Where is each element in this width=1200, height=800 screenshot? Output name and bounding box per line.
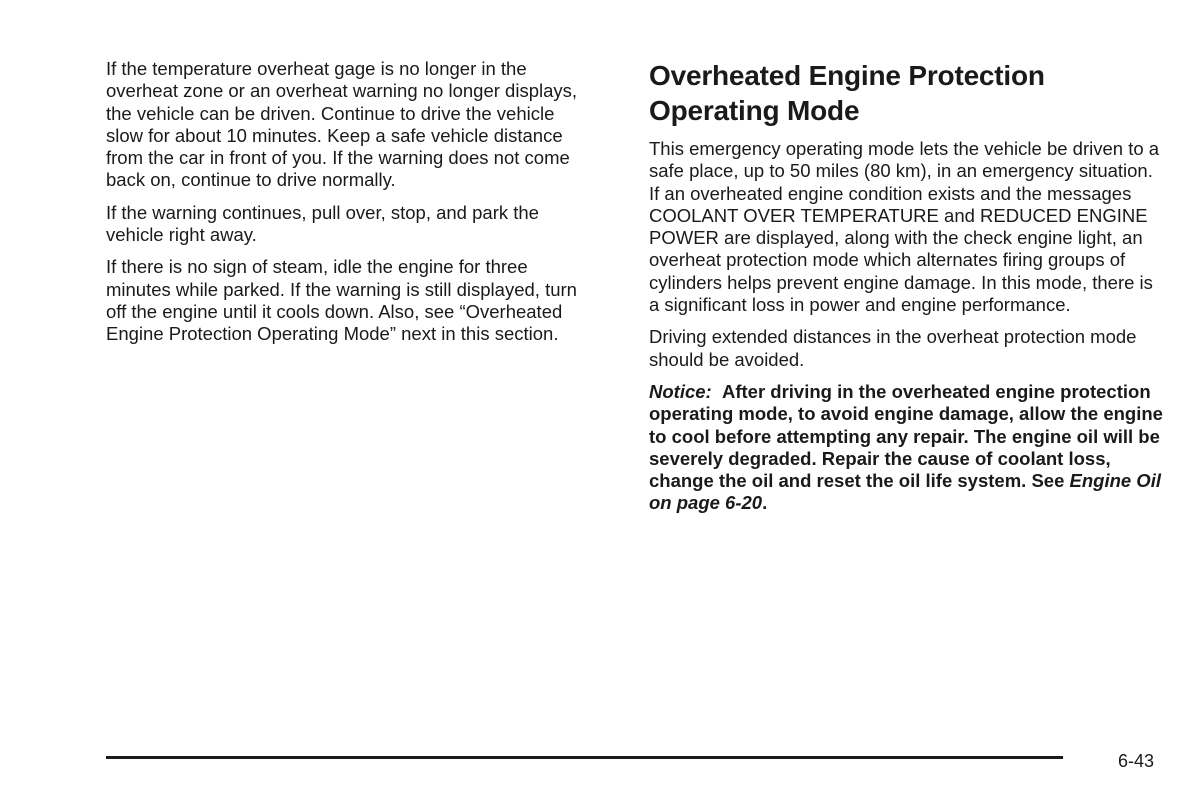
notice-end: . [762, 492, 768, 514]
footer-rule [106, 756, 1063, 759]
notice-label: Notice: [649, 380, 712, 402]
left-column [106, 58, 596, 356]
notice-text: After driving in the overheated engine protection operating mode, to avoid engine damage, allow the engine to cool before attempting any repair. The engine oil will be severely degraded. Repair the cause of coolant loss, change the oil and reset the oil life system. See [649, 380, 1163, 492]
paragraph-avoid-extended-driving: Driving extended distances in the overheat protection mode should be avoided. [649, 326, 1137, 370]
right-column [649, 58, 1164, 515]
section-heading: Overheated Engine Protection Operating Mode [649, 60, 1045, 126]
paragraph-emergency-mode: This emergency operating mode lets the vehicle be driven to a safe place, up to 50 miles (80 km), in an emergency situation. If an overheated engine condition exists and the messages COOLANT OVER TEMPERATURE and REDUCED ENGINE POWER are displayed, along with the check engine light, an overheat protection mode which alternates firing groups of cylinders helps prevent engine damage. In this mode, there is a significant loss in power and engine performance. [649, 138, 1160, 316]
page-number: 6-43 [1118, 751, 1155, 771]
paragraph-gage-no-longer-overheat: If the temperature overheat gage is no longer in the overheat zone or an overheat warning no longer displays, the vehicle can be driven. Continue to drive the vehicle slow for about 10 minutes. Keep a safe vehicle distance from the car in front of you. If the warning does not come back on, continue to drive normally. [106, 58, 578, 191]
paragraph-warning-continues: If the warning continues, pull over, stop, and park the vehicle right away. [106, 201, 539, 246]
notice-block [649, 381, 1164, 515]
engine-oil-reference-link[interactable]: Engine Oil on page 6-20 [649, 470, 1161, 514]
paragraph-no-steam: If there is no sign of steam, idle the engine for three minutes while parked. If the warning is still displayed, turn off the engine until it cools down. Also, see “Overheated Engine Protection Operating Mode” next in this section. [106, 256, 577, 345]
